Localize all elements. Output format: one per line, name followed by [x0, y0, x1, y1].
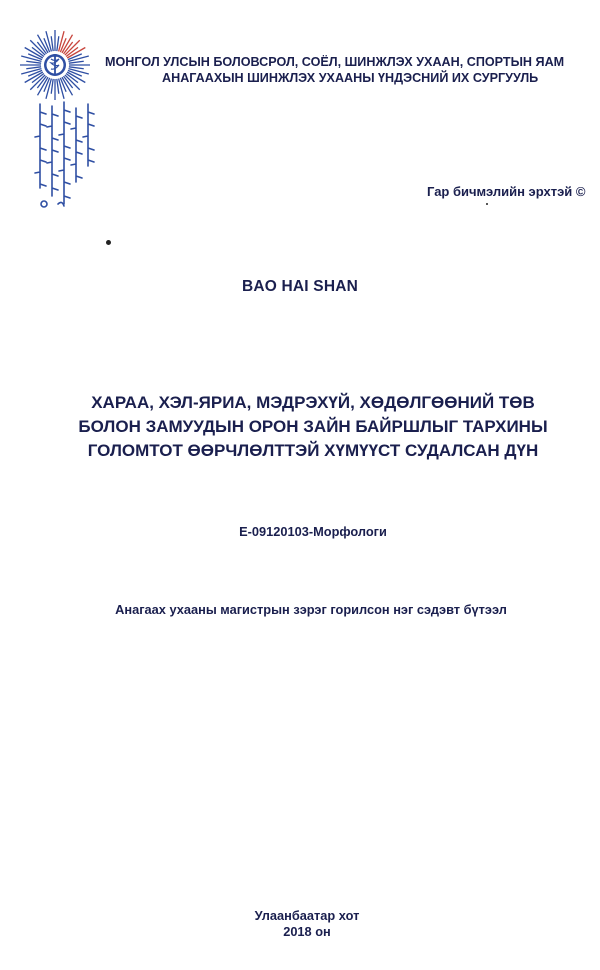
university-logo-icon: [18, 28, 92, 102]
place-and-year: [0, 908, 600, 940]
emblem-ray: [57, 79, 59, 94]
specialty-code: E-09120103-Морфологи: [239, 524, 387, 539]
thesis-title: [0, 391, 600, 463]
ministry-header: [105, 54, 600, 86]
thesis-title-line: ГОЛОМТОТ ӨӨРЧЛӨЛТТЭЙ ХҮМҮҮСТ СУДАЛСАН ДҮН: [87, 441, 539, 460]
speck-mark: [106, 240, 111, 245]
author-name: BAO HAI SHAN: [241, 278, 359, 295]
copyright-note: Гар бичмэлийн эрхтэй ©: [427, 184, 586, 199]
emblem-ray: [26, 67, 41, 69]
emblem-ray: [69, 67, 84, 69]
mongolian-script-logo-text: [30, 100, 110, 215]
thesis-title-line: ХАРАА, ХЭЛ-ЯРИА, МЭДРЭХҮЙ, ХӨДӨЛГӨӨНИЙ ТӨВ: [91, 393, 535, 412]
degree-statement: Анагаах ухааны магистрын зэрэг горилсон нэг сэдэвт бүтээл: [115, 602, 507, 617]
speck-mark: [486, 203, 488, 205]
year: 2018 он: [283, 924, 331, 939]
city-name: Улаанбаатар хот: [254, 908, 360, 923]
thesis-title-line: БОЛОН ЗАМУУДЫН ОРОН ЗАЙН БАЙРШЛЫГ ТАРХИНЫ: [78, 417, 548, 436]
emblem-ray: [51, 36, 53, 51]
emblem-ray: [26, 61, 41, 63]
university-name: АНАГААХЫН ШИНЖЛЭХ УХААНЫ ҮНДЭСНИЙ ИХ СУРГУУЛЬ: [162, 71, 539, 85]
ministry-name: МОНГОЛ УЛСЫН БОЛОВСРОЛ, СОЁЛ, ШИНЖЛЭХ УХААН, СПОРТЫН ЯАМ: [105, 55, 565, 69]
emblem-ray: [57, 36, 59, 51]
emblem-ray: [51, 79, 53, 94]
emblem-ray: [69, 61, 84, 63]
